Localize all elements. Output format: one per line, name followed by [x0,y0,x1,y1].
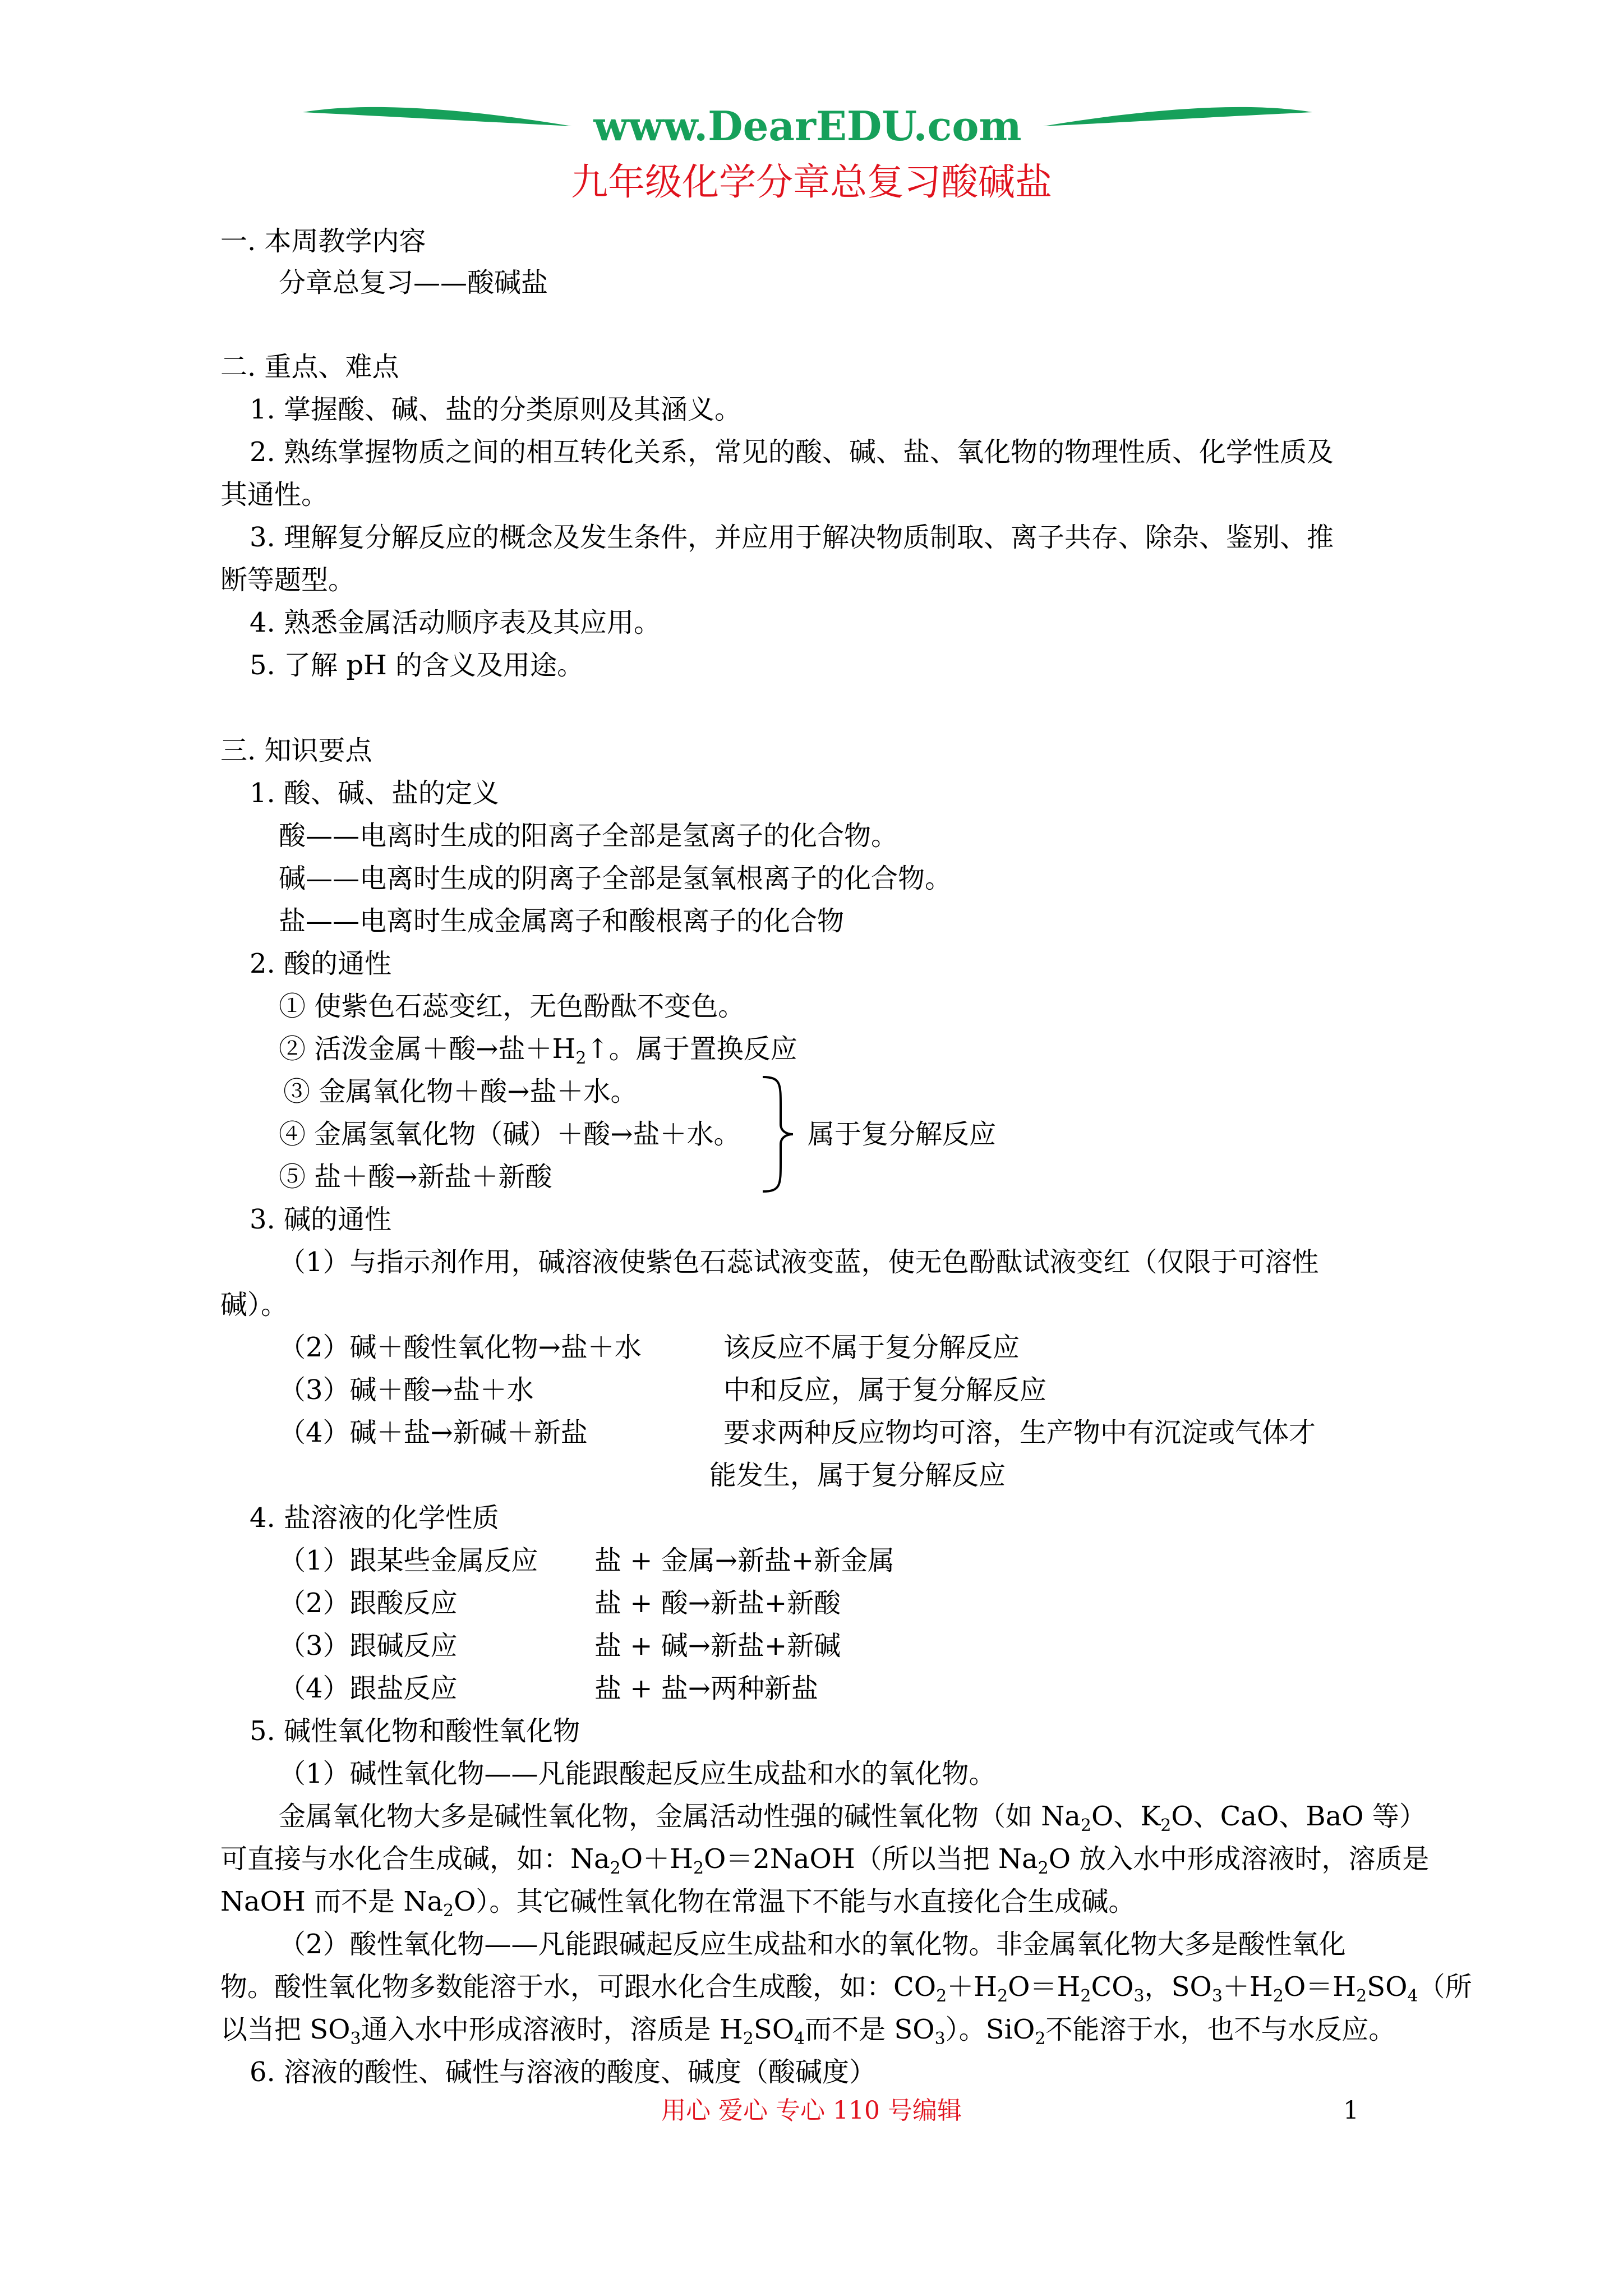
section-3-heading: 三. 知识要点 [220,735,372,766]
base-property-2: （2）碱＋酸性氧化物→盐＋水 [279,1332,642,1363]
right-brace [758,1073,797,1196]
acid-properties-heading: 2. 酸的通性 [250,948,392,979]
salt-property-2: （2）跟酸反应 [279,1588,458,1619]
oxides-heading: 5. 碱性氧化物和酸性氧化物 [250,1715,580,1747]
basic-oxide-definition: （1）碱性氧化物——凡能跟酸起反应生成盐和水的氧化物。 [279,1758,996,1789]
definition-acid: 酸——电离时生成的阳离子全部是氢离子的化合物。 [279,820,898,852]
base-property-3: （3）碱＋酸→盐＋水 [279,1374,534,1406]
point-1: 1. 掌握酸、碱、盐的分类原则及其涵义。 [250,394,742,425]
section-1-content: 分章总复习——酸碱盐 [279,267,548,298]
base-property-1: （1）与指示剂作用，碱溶液使紫色石蕊试液变蓝，使无色酚酞试液变红（仅限于可溶性 [279,1246,1319,1278]
base-property-4-note: 要求两种反应物均可溶，生产物中有沉淀或气体才 [723,1417,1316,1448]
site-banner [303,95,1312,163]
base-property-4: （4）碱＋盐→新碱＋新盐 [279,1417,588,1448]
definitions-heading: 1. 酸、碱、盐的定义 [250,777,500,809]
acidic-oxide-definition: （2）酸性氧化物——凡能跟碱起反应生成盐和水的氧化物。非金属氧化物大多是酸性氧化 [279,1929,1346,1960]
basic-oxide-text-1: 金属氧化物大多是碱性氧化物，金属活动性强的碱性氧化物（如 $Na_2O$、$K_2O$、CaO、BaO 等） [279,1801,1426,1835]
point-3: 3. 理解复分解反应的概念及发生条件，并应用于解决物质制取、离子共存、除杂、鉴别、推 [250,522,1334,553]
point-2-cont: 其通性。 [220,479,329,510]
acidic-oxide-text-1: 物。酸性氧化物多数能溶于水，可跟水化合生成酸，如：$CO_2+H_2O=H_2CO_3$，$SO_3+H_2O=H_2SO_4$（所 [220,1971,1472,2006]
site-url[interactable]: www.DearEDU.com [593,102,1022,150]
section-1-heading: 一. 本周教学内容 [220,226,426,257]
salt-property-1: （1）跟某些金属反应 [279,1545,538,1576]
salt-property-4-reaction: 盐 + 盐→两种新盐 [594,1673,818,1704]
salt-property-2-reaction: 盐 + 酸→新盐+新酸 [594,1588,841,1619]
acid-property-1: ① 使紫色石蕊变红，无色酚酞不变色。 [279,991,745,1022]
salt-property-4: （4）跟盐反应 [279,1673,458,1704]
acidic-oxide-text-2: 以当把 $SO_3$通入水中形成溶液时，溶质是 $H_2SO_4$而不是 $SO_3$）。SiO$_2$不能溶于水，也不与水反应。 [220,2014,1396,2049]
section-2-heading: 二. 重点、难点 [220,351,399,383]
solution-acidity-heading: 6. 溶液的酸性、碱性与溶液的酸度、碱度（酸碱度） [250,2056,877,2088]
point-5: 5. 了解 pH 的含义及用途。 [250,650,584,681]
acid-property-3: ③ 金属氧化物＋酸→盐＋水。 [283,1076,638,1107]
salt-property-1-reaction: 盐 + 金属→新盐+新金属 [594,1545,895,1576]
base-property-2-note: 该反应不属于复分解反应 [723,1332,1020,1363]
definition-base: 碱——电离时生成的阴离子全部是氢氧根离子的化合物。 [279,863,952,894]
point-2: 2. 熟练掌握物质之间的相互转化关系，常见的酸、碱、盐、氧化物的物理性质、化学性质及 [250,436,1334,468]
basic-oxide-text-3: NaOH 而不是 $Na_2O$）。其它碱性氧化物在常温下不能与水直接化合生成碱。 [220,1886,1136,1921]
page-number: 1 [1343,2096,1359,2125]
point-3-cont: 断等题型。 [220,564,356,596]
base-property-1-cont: 碱）。 [220,1289,288,1320]
base-properties-heading: 3. 碱的通性 [250,1204,392,1235]
footer-text: 用心 爱心 专心 110 号编辑 [661,2096,962,2125]
acid-property-2: ② 活泼金属＋酸→盐$+H_2↑$。属于置换反应 [279,1033,797,1068]
salt-property-3-reaction: 盐 + 碱→新盐+新碱 [594,1630,841,1662]
salt-property-3: （3）跟碱反应 [279,1630,458,1662]
salt-properties-heading: 4. 盐溶液的化学性质 [250,1502,500,1534]
page-title: 九年级化学分章总复习酸碱盐 [571,160,1052,204]
acid-property-5: ⑤ 盐＋酸→新盐＋新酸 [279,1161,552,1193]
acid-property-4: ④ 金属氢氧化物（碱）＋酸→盐＋水。 [279,1119,741,1150]
base-property-3-note: 中和反应，属于复分解反应 [723,1374,1047,1406]
definition-salt: 盐——电离时生成金属离子和酸根离子的化合物 [279,905,845,937]
point-4: 4. 熟悉金属活动顺序表及其应用。 [250,607,661,638]
double-decomposition-label: 属于复分解反应 [808,1119,997,1150]
basic-oxide-text-2: 可直接与水化合生成碱，如：$Na_2O+H_2O=2NaOH$（所以当把 $Na_2O$ 放入水中形成溶液时，溶质是 [220,1843,1430,1878]
base-property-4-note-cont: 能发生，属于复分解反应 [709,1460,1006,1491]
